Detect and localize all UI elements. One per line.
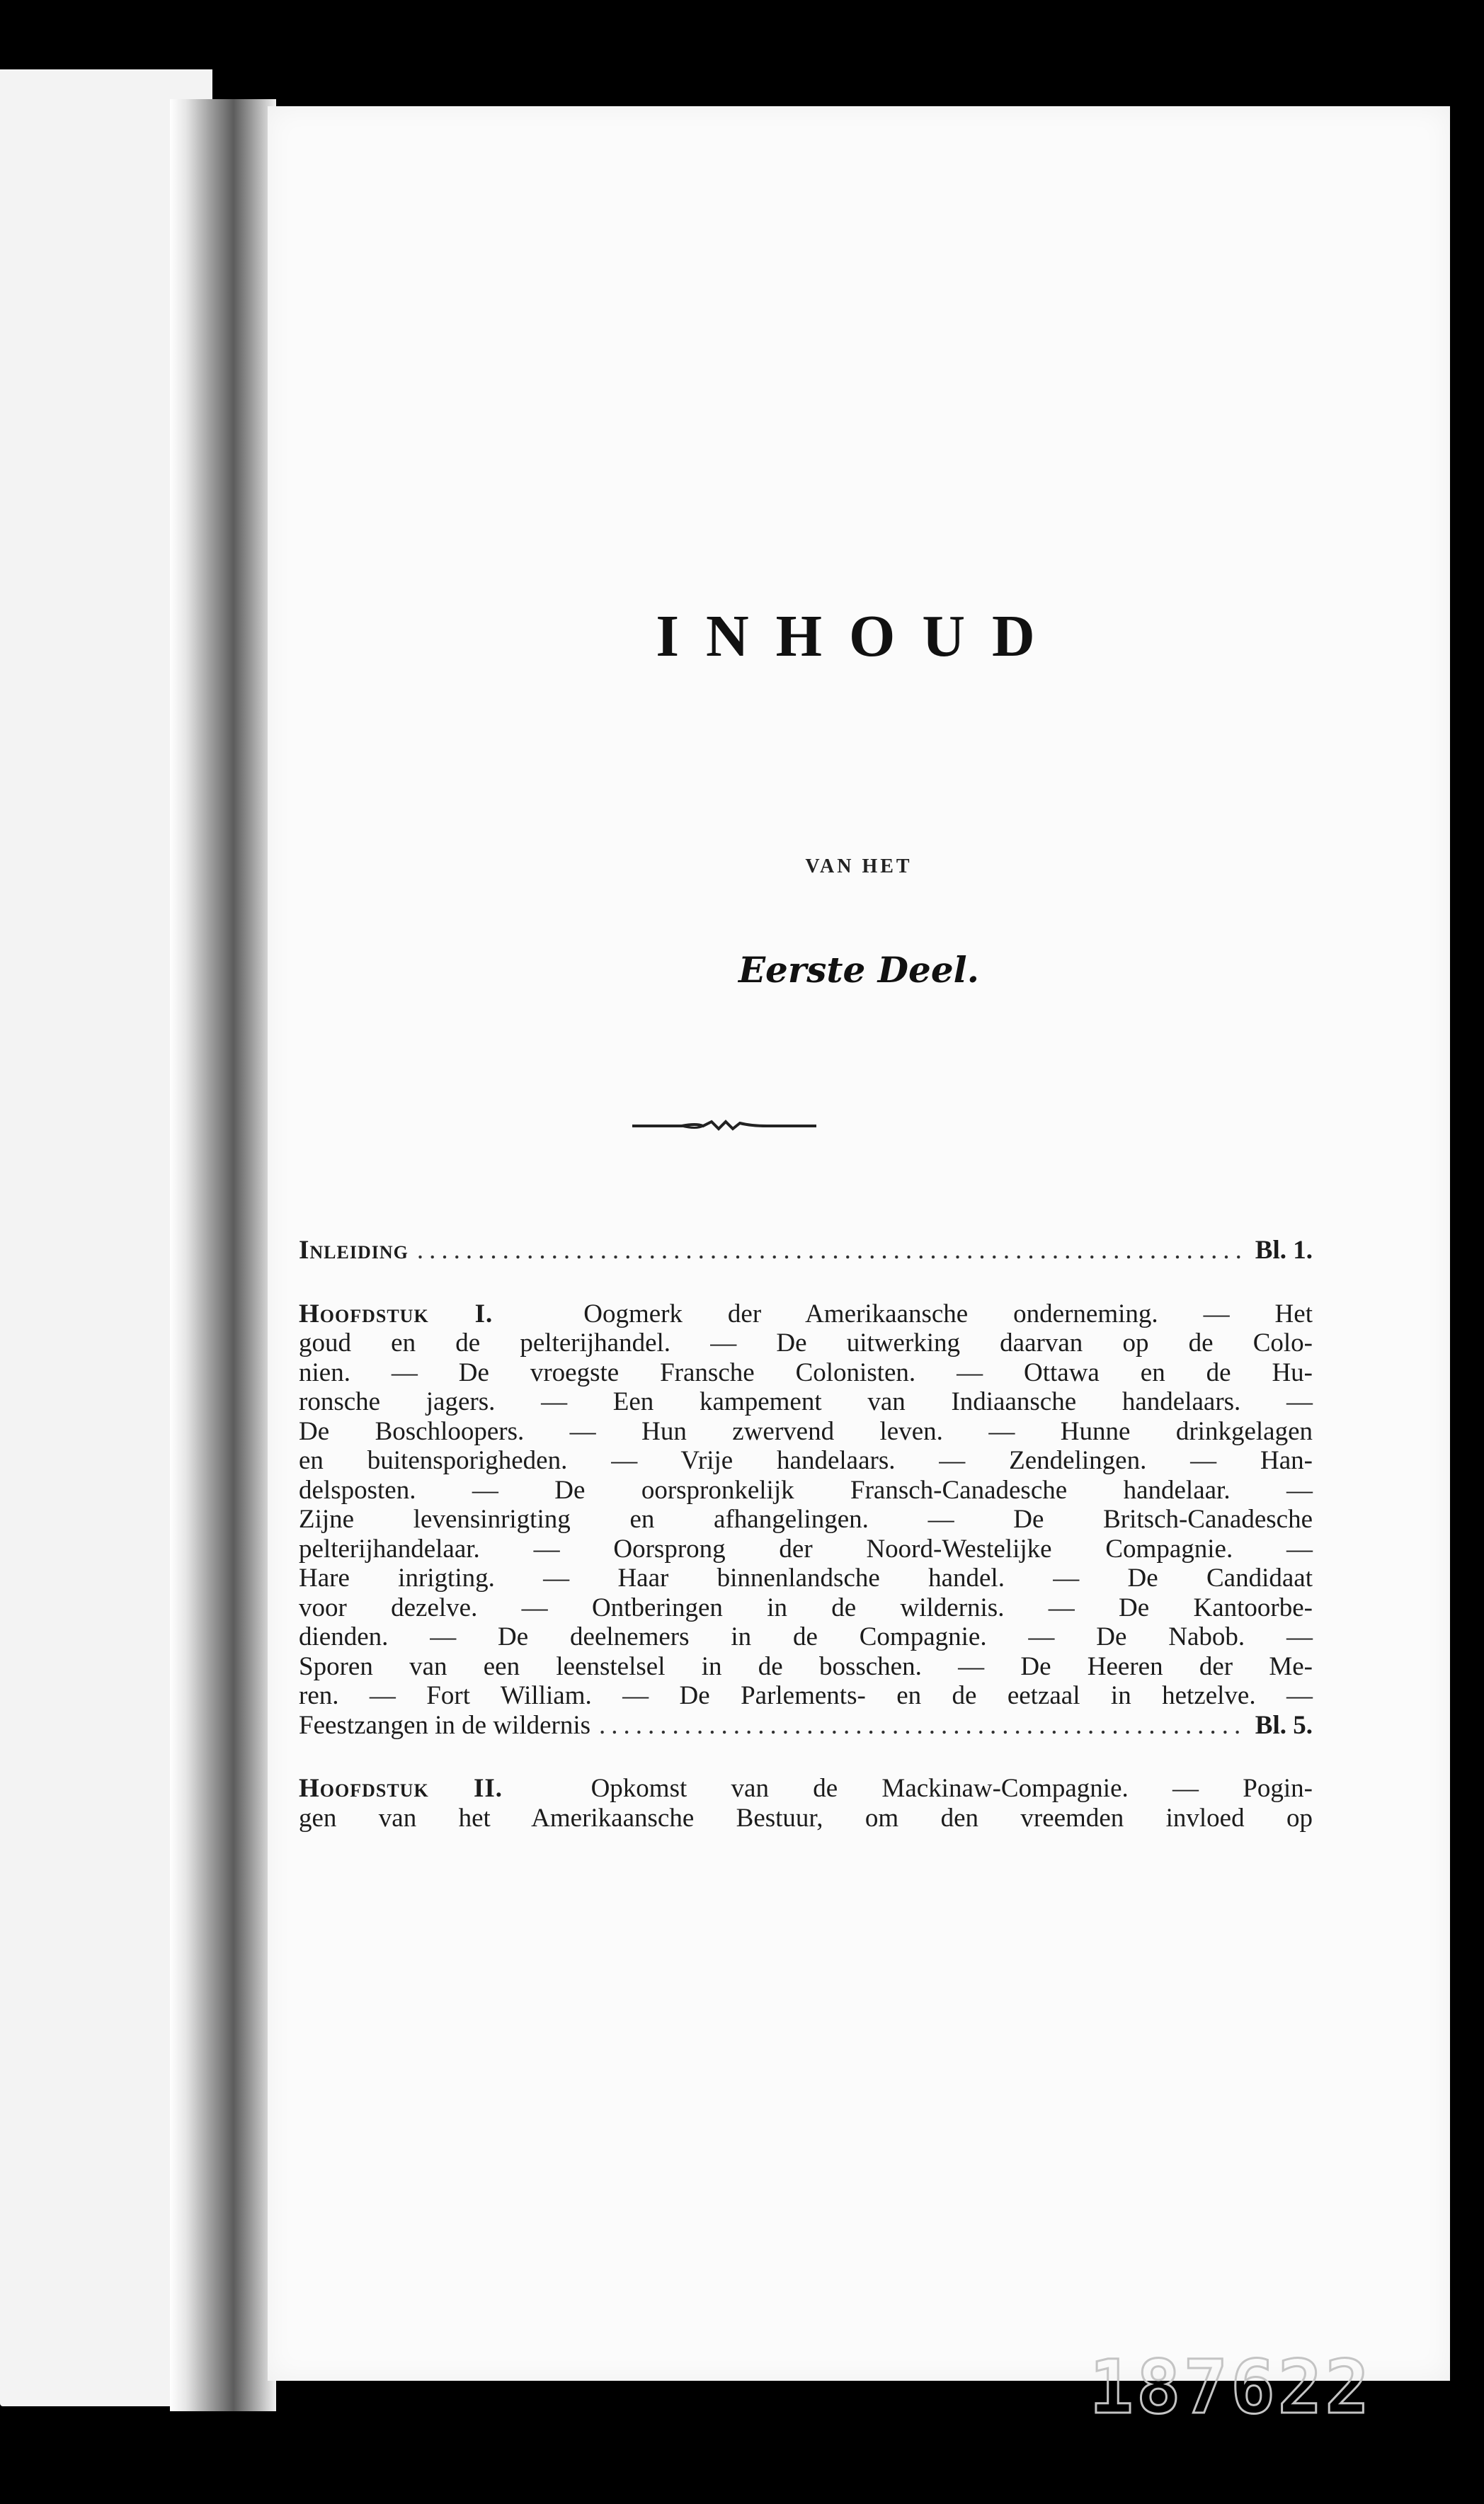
toc-line: voor dezelve. — Ontberingen in de wildernis. — De Kantoorbe- xyxy=(299,1593,1313,1622)
toc-line: goud en de pelterijhandel. — De uitwerking daarvan op de Colo- xyxy=(299,1328,1313,1358)
toc-line: ronsche jagers. — Een kampement van Indiaansche handelaars. — xyxy=(299,1387,1313,1416)
toc-text: Opkomst van de Mackinaw-Compagnie. — Pogin- xyxy=(590,1774,1313,1803)
toc-entry-chapter-2 xyxy=(299,1774,1313,1833)
toc-line: gen van het Amerikaansche Bestuur, om den vreemden invloed op xyxy=(299,1803,1313,1833)
book-gutter xyxy=(170,99,276,2411)
toc-line: Sporen van een leenstelsel in de bosschen. — De Heeren der Me- xyxy=(299,1651,1313,1681)
toc-entry-label: Hoofdstuk II. xyxy=(299,1774,503,1803)
ornamental-divider xyxy=(632,1115,816,1137)
toc-line xyxy=(299,1774,1313,1804)
toc-entry-label: Inleiding xyxy=(299,1236,409,1265)
document-page xyxy=(268,106,1450,2430)
dot-leader xyxy=(599,1711,1247,1741)
toc-line: nien. — De vroegste Fransche Colonisten. — Ottawa en de Hu- xyxy=(299,1358,1313,1387)
toc-text: Oogmerk der Amerikaansche onderneming. — Het xyxy=(583,1299,1313,1328)
table-of-contents xyxy=(299,1236,1313,1833)
page-title: INHOUD xyxy=(656,603,1062,669)
toc-line: ren. — Fort William. — De Parlements- en de eetzaal in hetzelve. — xyxy=(299,1681,1313,1710)
toc-page-ref: Bl. 5. xyxy=(1255,1710,1313,1740)
toc-line-with-page xyxy=(299,1711,1313,1741)
toc-line: Hare inrigting. — Haar binnenlandsche handel. — De Candidaat xyxy=(299,1564,1313,1593)
toc-page-ref: Bl. 1. xyxy=(1255,1236,1313,1265)
volume-title: Eerste Deel. xyxy=(738,949,980,991)
toc-text: Feestzangen in de wildernis xyxy=(299,1710,591,1740)
toc-entry-chapter-1 xyxy=(299,1299,1313,1741)
library-stamp: 187622 xyxy=(1089,2344,1372,2430)
title-subtitle: VAN HET xyxy=(805,855,913,877)
toc-entry-introduction xyxy=(299,1236,1313,1265)
toc-line xyxy=(299,1299,1313,1329)
toc-entry-label: Hoofdstuk I. xyxy=(299,1299,493,1328)
toc-line: Zijne levensinrigting en afhangelingen. — De Britsch-Canadesche xyxy=(299,1505,1313,1534)
toc-line: en buitensporigheden. — Vrije handelaars. — Zendelingen. — Han- xyxy=(299,1446,1313,1475)
toc-line: dienden. — De deelnemers in de Compagnie. — De Nabob. — xyxy=(299,1622,1313,1651)
dot-leader xyxy=(417,1236,1247,1265)
toc-line: pelterijhandelaar. — Oorsprong der Noord-Westelijke Compagnie. — xyxy=(299,1534,1313,1564)
toc-line: delsposten. — De oorspronkelijk Fransch-Canadesche handelaar. — xyxy=(299,1475,1313,1505)
toc-line: De Boschloopers. — Hun zwervend leven. — Hunne drinkgelagen xyxy=(299,1416,1313,1446)
